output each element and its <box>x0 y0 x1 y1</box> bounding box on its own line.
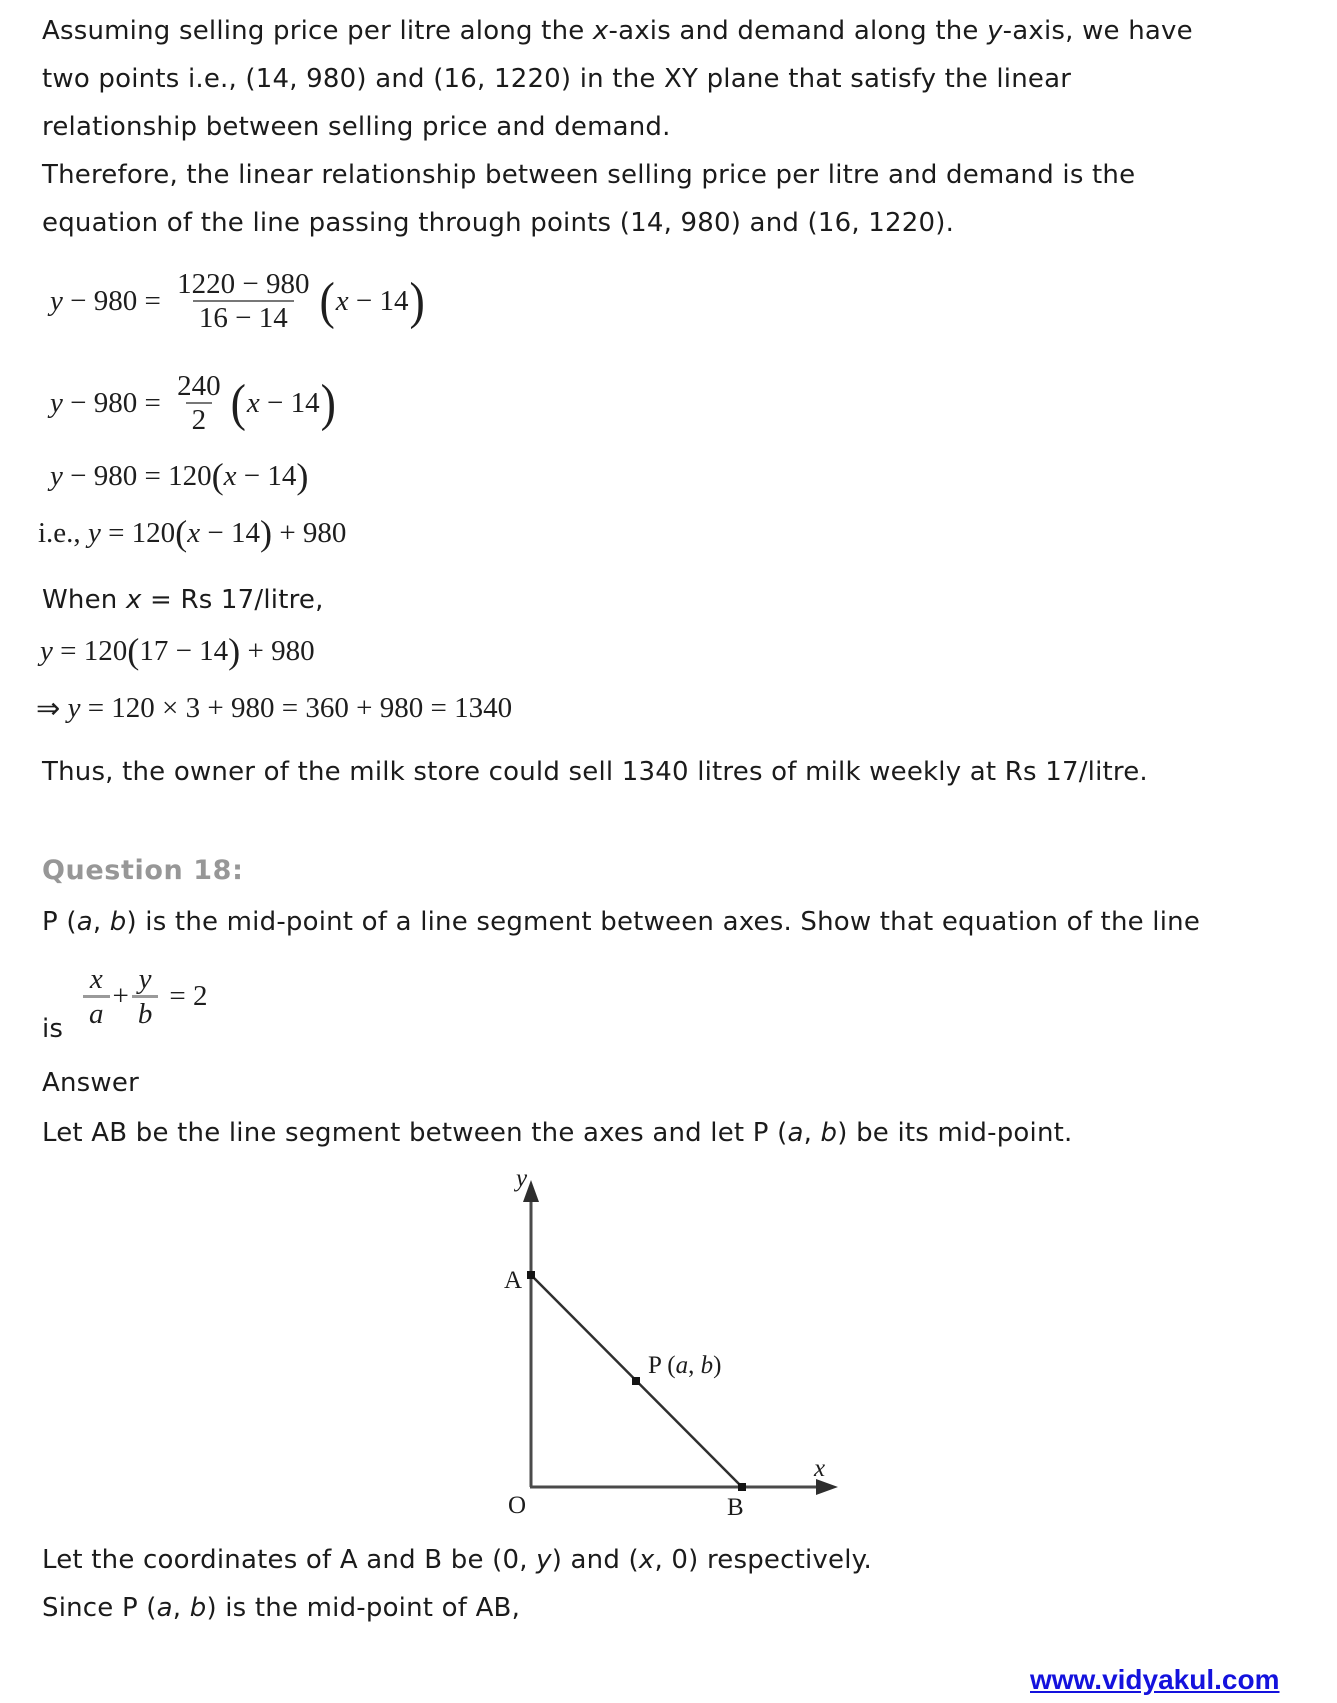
text-segment: b <box>189 1593 207 1623</box>
fraction-denominator <box>132 995 159 1030</box>
answer-line <box>42 1118 1072 1149</box>
conclusion-line <box>42 757 1148 788</box>
equals-two: = 2 <box>169 980 208 1013</box>
text-segment: 16 − 14 <box>198 302 288 335</box>
equation-rhs <box>336 285 409 318</box>
origin-label: O <box>508 1492 527 1519</box>
paragraph-line <box>42 64 1071 95</box>
text-segment: − 14 <box>259 386 320 419</box>
text-segment: Assuming selling price per litre along the <box>42 16 593 46</box>
text-segment: = Rs 17/litre, <box>141 585 324 615</box>
question-text-line <box>42 907 1200 938</box>
question-heading: Question 18: <box>42 855 244 886</box>
text-segment: x <box>335 284 349 317</box>
fraction-denominator <box>83 995 110 1030</box>
text-segment: y <box>50 284 63 317</box>
text-segment: ) <box>259 513 273 553</box>
text-segment: y <box>138 963 152 995</box>
point-a-dot <box>527 1271 535 1279</box>
fraction-numerator <box>84 963 109 995</box>
text-segment: , 0) respectively. <box>654 1545 872 1575</box>
text-segment: equation of the line passing through points (14, 980) and (16, 1220). <box>42 208 955 238</box>
text-segment: − 14 <box>348 284 409 317</box>
text-segment: x <box>187 516 201 549</box>
text-segment: P ( <box>648 1352 676 1379</box>
text-segment: ) is the mid-point of AB, <box>206 1593 521 1623</box>
text-segment: y <box>987 16 1003 46</box>
text-segment: y <box>516 1165 528 1192</box>
open-paren: ( <box>319 272 335 330</box>
fraction <box>171 370 227 437</box>
point-a-label: A <box>504 1267 523 1294</box>
text-segment: b <box>700 1352 714 1379</box>
text-segment: ( <box>211 456 224 496</box>
paragraph-line <box>42 160 1135 191</box>
footer-website-link[interactable]: www.vidyakul.com <box>1030 1664 1280 1695</box>
since-line <box>42 1593 520 1624</box>
text-segment: 1220 − 980 <box>177 268 310 300</box>
text-segment: a <box>787 1118 804 1148</box>
equation-lhs <box>50 387 168 420</box>
text-segment: x <box>592 16 609 46</box>
point-p-label <box>648 1352 721 1380</box>
coordinate-figure <box>440 1162 890 1537</box>
text-segment: two points i.e., (14, 980) and (16, 1220) in the XY plane that satisfy the linear <box>42 64 1072 94</box>
text-segment: y <box>50 459 63 492</box>
text-segment: − 14 <box>200 516 260 549</box>
plus-sign: + <box>112 980 129 1013</box>
text-segment: ( <box>175 513 188 553</box>
text-segment: b <box>109 907 127 937</box>
close-paren: ) <box>409 272 425 330</box>
text-segment: y <box>50 386 63 419</box>
text-segment: ) be its mid-point. <box>837 1118 1073 1148</box>
text-segment: 17 − 14 <box>139 634 229 667</box>
fraction-numerator <box>133 963 158 995</box>
fraction-numerator <box>171 268 315 300</box>
equation-lhs <box>50 285 168 318</box>
text-segment: Thus, the owner of the milk store could sell 1340 litres of milk weekly at Rs 17/litre. <box>42 757 1148 787</box>
equation-simplified <box>50 458 308 494</box>
text-segment: y <box>40 634 53 667</box>
y-axis-label <box>516 1165 527 1193</box>
text-segment: − 14 <box>236 459 297 492</box>
text-segment: i.e., <box>38 516 88 549</box>
coordinates-line <box>42 1545 872 1576</box>
equation-ie-form <box>38 515 346 551</box>
fraction-denominator <box>186 402 213 436</box>
fraction <box>83 963 110 1031</box>
text-segment: − 980 = <box>62 386 169 419</box>
text-segment: , <box>92 907 110 937</box>
text-segment: + 980 <box>272 516 347 549</box>
text-segment: Since P ( <box>42 1593 157 1623</box>
text-segment: P ( <box>42 907 77 937</box>
text-segment: x <box>814 1455 826 1482</box>
open-paren: ( <box>230 374 246 432</box>
fraction-numerator <box>171 370 227 402</box>
text-segment: When <box>42 585 126 615</box>
point-b-label: B <box>727 1494 744 1521</box>
text-segment: x <box>638 1545 655 1575</box>
point-b-dot <box>738 1483 746 1491</box>
equation-240-over-2 <box>50 370 337 437</box>
text-segment: b <box>820 1118 838 1148</box>
text-segment: ) is the mid-point of a line segment between axes. Show that equation of the line <box>126 907 1201 937</box>
text-segment: ) and ( <box>551 1545 639 1575</box>
text-segment: x <box>125 585 142 615</box>
text-segment: 240 <box>177 370 221 402</box>
paragraph-line <box>42 16 1193 47</box>
text-segment: x <box>89 963 103 995</box>
when-line <box>42 585 324 616</box>
text-segment: a <box>76 907 93 937</box>
text-segment: − 980 = <box>62 284 169 317</box>
text-segment: Therefore, the linear relationship between selling price per litre and demand is the <box>42 160 1136 190</box>
text-segment: relationship between selling price and demand. <box>42 112 671 142</box>
text-segment: x <box>246 386 260 419</box>
text-segment: Let the coordinates of A and B be (0, <box>42 1545 537 1575</box>
text-segment: ) <box>296 456 309 496</box>
equation-rhs <box>247 387 320 420</box>
text-segment: y <box>87 516 101 549</box>
answer-label: Answer <box>42 1068 139 1098</box>
fraction-denominator <box>193 300 294 334</box>
text-segment: ) <box>713 1352 722 1379</box>
equation-intercept-form <box>80 963 207 1031</box>
text-segment: a <box>675 1352 689 1379</box>
text-segment: = 120 <box>52 634 128 667</box>
fraction <box>132 963 159 1031</box>
equation-result <box>36 691 512 726</box>
text-segment: , <box>688 1352 701 1379</box>
text-segment: -axis and demand along the <box>608 16 988 46</box>
text-segment: + 980 <box>240 634 315 667</box>
close-paren: ) <box>320 374 336 432</box>
text-segment: ⇒ <box>36 693 68 725</box>
paragraph-line <box>42 208 954 239</box>
text-segment: − 980 = 120 <box>62 459 212 492</box>
point-p-dot <box>632 1377 640 1385</box>
equation-substitution <box>40 633 315 669</box>
text-segment: b <box>137 998 153 1031</box>
fraction <box>171 268 315 335</box>
text-segment: a <box>156 1593 173 1623</box>
is-label: is <box>42 1014 64 1044</box>
text-segment: = 120 <box>100 516 176 549</box>
text-segment: = 120 × 3 + 980 = 360 + 980 = 1340 <box>80 692 513 724</box>
text-segment: x <box>223 459 237 492</box>
text-segment: ) <box>228 631 241 671</box>
x-axis-label <box>814 1455 825 1483</box>
text-segment: y <box>536 1545 552 1575</box>
equation-slope-fraction <box>50 268 426 335</box>
text-segment: Let AB be the line segment between the axes and let P ( <box>42 1118 788 1148</box>
text-segment: -axis, we have <box>1002 16 1193 46</box>
paragraph-line <box>42 112 671 143</box>
text-segment: , <box>803 1118 821 1148</box>
text-segment: ( <box>127 631 140 671</box>
text-segment: y <box>67 692 81 724</box>
text-segment: 2 <box>191 404 207 437</box>
text-segment: a <box>89 998 104 1031</box>
text-segment: , <box>172 1593 190 1623</box>
